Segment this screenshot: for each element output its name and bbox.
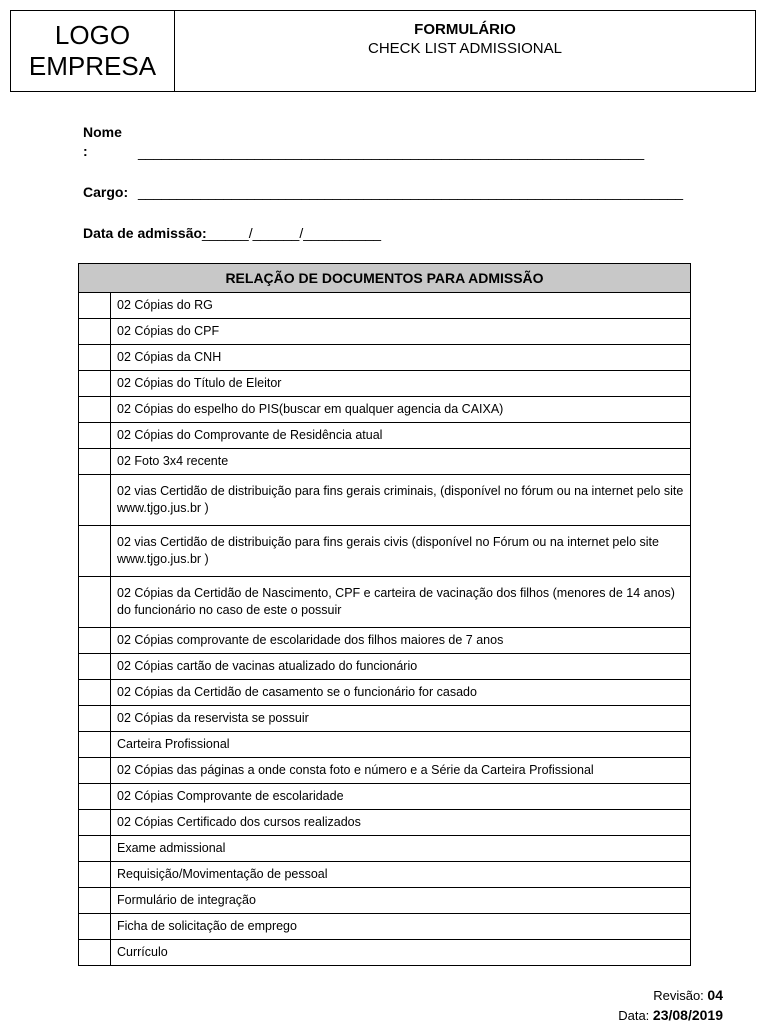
document-item: 02 Cópias do Comprovante de Residência atual: [111, 423, 691, 449]
checkbox-cell[interactable]: [79, 371, 111, 397]
checkbox-cell[interactable]: [79, 345, 111, 371]
document-item: 02 Cópias Certificado dos cursos realizados: [111, 810, 691, 836]
document-item: 02 Cópias da reservista se possuir: [111, 706, 691, 732]
nome-label: Nome: [83, 124, 122, 140]
document-item: 02 Cópias do RG: [111, 293, 691, 319]
table-row: [79, 654, 691, 680]
checkbox-cell[interactable]: [79, 914, 111, 940]
checkbox-cell[interactable]: [79, 706, 111, 732]
document-item: Exame admissional: [111, 836, 691, 862]
revisao: [653, 987, 723, 1003]
checkbox-cell[interactable]: [79, 940, 111, 966]
checkbox-cell[interactable]: [79, 758, 111, 784]
document-item: Formulário de integração: [111, 888, 691, 914]
table-row: [79, 526, 691, 577]
table-row: [79, 758, 691, 784]
checkbox-cell[interactable]: [79, 628, 111, 654]
nome-input-line[interactable]: _________________________________________________________________: [138, 144, 645, 160]
table-row: [79, 423, 691, 449]
cargo-input-line[interactable]: ______________________________________________________________________: [138, 184, 684, 200]
checkbox-cell[interactable]: [79, 836, 111, 862]
documents-table: [78, 263, 691, 966]
document-item: Carteira Profissional: [111, 732, 691, 758]
logo-line-1: LOGO: [54, 20, 131, 50]
data-admissao-label: Data de admissão:: [83, 225, 207, 241]
table-row: [79, 836, 691, 862]
company-logo: [11, 11, 175, 91]
document-item: 02 vias Certidão de distribuição para fins gerais civis (disponível no Fórum ou na internet pelo site www.tjgo.jus.br ): [111, 526, 691, 577]
checkbox-cell[interactable]: [79, 423, 111, 449]
checkbox-cell[interactable]: [79, 526, 111, 577]
revisao-value: 04: [707, 987, 723, 1003]
revision-date-value: 23/08/2019: [652, 1007, 723, 1023]
document-item: Requisição/Movimentação de pessoal: [111, 862, 691, 888]
table-row: [79, 577, 691, 628]
cargo-field: [83, 184, 684, 200]
table-row: [79, 319, 691, 345]
document-item: 02 vias Certidão de distribuição para fins gerais criminais, (disponível no fórum ou na internet pelo site www.tjgo.jus.br ): [111, 475, 691, 526]
table-row: [79, 888, 691, 914]
checkbox-cell[interactable]: [79, 577, 111, 628]
title-box: [175, 11, 755, 91]
table-row: [79, 345, 691, 371]
revisao-label: Revisão:: [653, 988, 704, 1003]
checkbox-cell[interactable]: [79, 654, 111, 680]
table-row: [79, 940, 691, 966]
document-item: 02 Foto 3x4 recente: [111, 449, 691, 475]
table-row: [79, 862, 691, 888]
table-row: [79, 706, 691, 732]
checkbox-cell[interactable]: [79, 784, 111, 810]
data-admissao-field: [83, 225, 382, 241]
nome-colon: :: [83, 143, 88, 159]
table-row: [79, 475, 691, 526]
table-row: [79, 914, 691, 940]
table-row: [79, 732, 691, 758]
document-item: 02 Cópias comprovante de escolaridade dos filhos maiores de 7 anos: [111, 628, 691, 654]
document-item: 02 Cópias da CNH: [111, 345, 691, 371]
table-row: [79, 784, 691, 810]
form-title: FORMULÁRIO: [414, 21, 516, 38]
checkbox-cell[interactable]: [79, 862, 111, 888]
table-row: [79, 371, 691, 397]
checkbox-cell[interactable]: [79, 810, 111, 836]
cargo-label: Cargo:: [83, 184, 129, 200]
document-item: 02 Cópias cartão de vacinas atualizado do funcionário: [111, 654, 691, 680]
table-row: [79, 293, 691, 319]
checkbox-cell[interactable]: [79, 680, 111, 706]
checkbox-cell[interactable]: [79, 293, 111, 319]
revision-date: [618, 1007, 723, 1023]
table-row: [79, 397, 691, 423]
checkbox-cell[interactable]: [79, 732, 111, 758]
table-row: [79, 680, 691, 706]
checkbox-cell[interactable]: [79, 319, 111, 345]
document-item: 02 Cópias do Título de Eleitor: [111, 371, 691, 397]
document-item: Ficha de solicitação de emprego: [111, 914, 691, 940]
checkbox-cell[interactable]: [79, 888, 111, 914]
document-item: 02 Cópias das páginas a onde consta foto e número e a Série da Carteira Profissional: [111, 758, 691, 784]
documents-table-body: [79, 293, 691, 966]
checkbox-cell[interactable]: [79, 475, 111, 526]
table-row: [79, 449, 691, 475]
document-item: 02 Cópias do CPF: [111, 319, 691, 345]
form-subtitle: CHECK LIST ADMISSIONAL: [368, 40, 562, 57]
form-header: [10, 10, 756, 92]
documents-table-header: RELAÇÃO DE DOCUMENTOS PARA ADMISSÃO: [79, 264, 691, 293]
document-item: 02 Cópias do espelho do PIS(buscar em qualquer agencia da CAIXA): [111, 397, 691, 423]
revision-date-label: Data:: [618, 1008, 650, 1023]
document-item: 02 Cópias da Certidão de casamento se o funcionário for casado: [111, 680, 691, 706]
logo-line-2: EMPRESA: [28, 51, 157, 81]
data-admissao-input-line[interactable]: ______/______/__________: [202, 225, 382, 241]
document-item: 02 Cópias da Certidão de Nascimento, CPF e carteira de vacinação dos filhos (menores de 14 anos) do funcionário no caso de este o possuir: [111, 577, 691, 628]
table-row: [79, 810, 691, 836]
checkbox-cell[interactable]: [79, 449, 111, 475]
table-row: [79, 628, 691, 654]
checkbox-cell[interactable]: [79, 397, 111, 423]
document-item: 02 Cópias Comprovante de escolaridade: [111, 784, 691, 810]
document-item: Currículo: [111, 940, 691, 966]
nome-field: [83, 124, 645, 160]
